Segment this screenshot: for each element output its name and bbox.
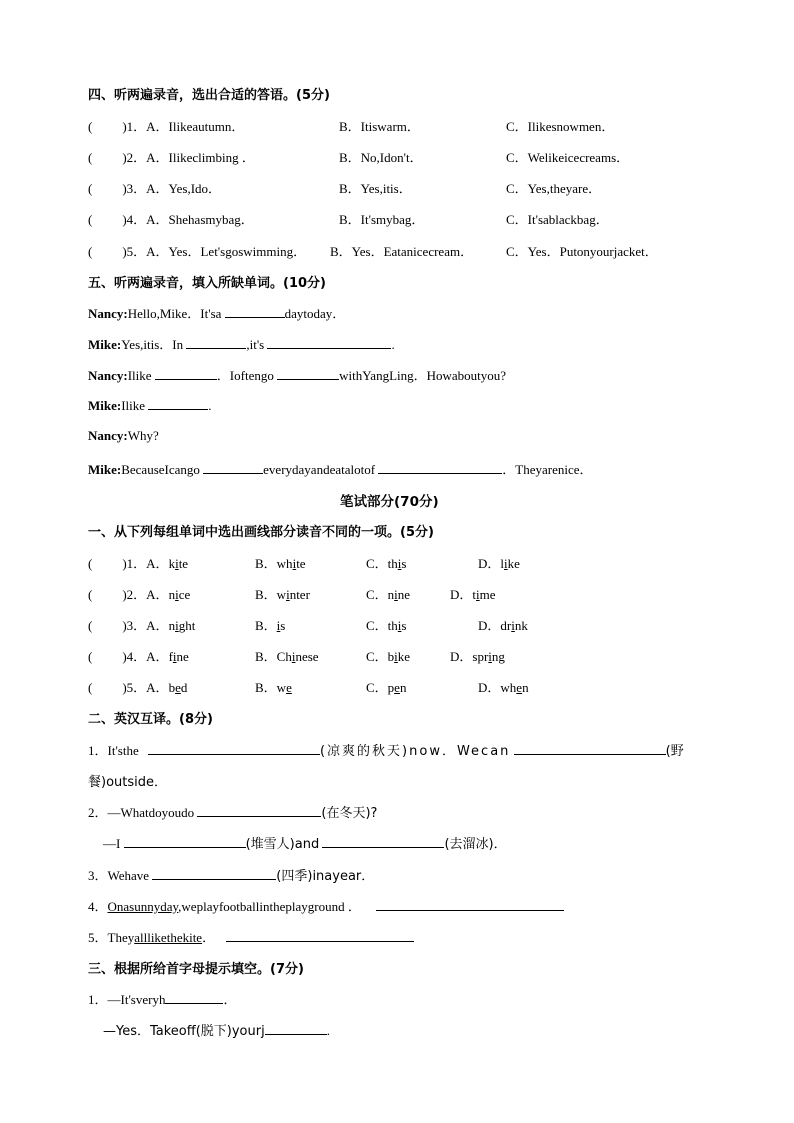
option-d: D．drink xyxy=(478,618,528,633)
option-b: B．Itiswarm． xyxy=(339,119,420,134)
option-d: D．time xyxy=(450,587,496,602)
option-c: C．Ilikesnowmen． xyxy=(506,119,615,134)
answer-blank[interactable] xyxy=(197,804,321,817)
question-line: 2．—Whatdoyoudo (在冬天)? xyxy=(88,805,378,821)
dialogue-line: Nancy:Hello,Mike．It'sa daytoday． xyxy=(88,306,346,321)
option-c: C．Yes,theyare． xyxy=(506,181,602,196)
dialogue-line: Mike:Yes,itis．In ,it's . xyxy=(88,337,395,352)
answer-blank[interactable] xyxy=(124,835,246,848)
dialogue-line: Nancy:Ilike ．Ioftengo withYangLing．Howaboutyou? xyxy=(88,368,507,383)
list-item: ( )4．A．fine xyxy=(88,649,189,664)
option-b: B．Chinese xyxy=(255,649,319,664)
answer-blank[interactable] xyxy=(322,835,444,848)
list-item: ( )3．A．night xyxy=(88,618,196,633)
answer-blank[interactable] xyxy=(226,929,414,942)
option-c: C．this xyxy=(366,618,407,633)
question-line: —Yes．Takeoff(脱下)yourj . xyxy=(103,1023,330,1039)
option-d: D．when xyxy=(478,680,529,695)
option-c: C．this xyxy=(366,556,407,571)
answer-blank[interactable] xyxy=(514,742,666,755)
answer-blank[interactable] xyxy=(376,898,564,911)
option-d: D．like xyxy=(478,556,520,571)
option-b: B．we xyxy=(255,680,292,695)
part3-title: 三、根据所给首字母提示填空。(7分) xyxy=(88,962,304,977)
answer-blank[interactable] xyxy=(265,1022,327,1035)
dialogue-line: Mike:Ilike . xyxy=(88,398,212,413)
list-item: ( )3．A．Yes,Ido． xyxy=(88,181,222,196)
question-line: 1．—It'sveryh ． xyxy=(88,992,237,1007)
option-c: C．bike xyxy=(366,649,411,664)
option-b: B．It'smybag． xyxy=(339,212,425,227)
answer-blank[interactable] xyxy=(155,367,217,380)
option-c: C．nine xyxy=(366,587,411,602)
option-c: C．It'sablackbag． xyxy=(506,212,609,227)
question-line: 4．Onasunnyday,weplayfootballintheplayground ． xyxy=(88,896,564,915)
option-b: B．Yes．Eatanicecream． xyxy=(330,244,474,259)
list-item: ( )1．A．Ilikeautumn． xyxy=(88,119,245,134)
answer-blank[interactable] xyxy=(148,742,320,755)
question-line: 1．It'sthe (凉爽的秋天)now．Wecan (野 xyxy=(88,743,684,759)
answer-blank[interactable] xyxy=(203,461,263,474)
answer-blank[interactable] xyxy=(165,991,223,1004)
option-c: C．Yes．Putonyourjacket． xyxy=(506,244,658,259)
list-item: ( )2．A．nice xyxy=(88,587,191,602)
list-item: ( )2．A．Ilikeclimbing ． xyxy=(88,150,255,165)
list-item: ( )5．A．bed xyxy=(88,680,188,695)
answer-blank[interactable] xyxy=(267,336,391,349)
list-item: ( )4．A．Shehasmybag． xyxy=(88,212,254,227)
option-b: B．white xyxy=(255,556,306,571)
part2-title: 二、英汉互译。(8分) xyxy=(88,712,213,727)
option-d: D．spring xyxy=(450,649,505,664)
section4-title: 四、听两遍录音，选出合适的答语。(5分) xyxy=(88,88,330,103)
answer-blank[interactable] xyxy=(225,305,285,318)
list-item: ( )5．A．Yes．Let'sgoswimming． xyxy=(88,244,307,259)
dialogue-line: Mike:BecauseIcango everydayandeatalotof ．Theyarenice． xyxy=(88,462,593,477)
option-c: C．pen xyxy=(366,680,407,695)
answer-blank[interactable] xyxy=(186,336,246,349)
question-line: 3．Wehave (四季)inayear． xyxy=(88,868,375,884)
option-b: B．winter xyxy=(255,587,310,602)
question-line: —I (堆雪人)and (去溜冰)． xyxy=(103,836,507,852)
answer-blank[interactable] xyxy=(378,461,502,474)
answer-blank[interactable] xyxy=(148,397,208,410)
answer-blank[interactable] xyxy=(152,867,276,880)
option-b: B．Yes,itis． xyxy=(339,181,412,196)
section5-title: 五、听两遍录音，填入所缺单词。(10分) xyxy=(88,276,326,291)
written-part-heading: 笔试部分(70分) xyxy=(340,494,439,510)
dialogue-line: Nancy:Why? xyxy=(88,428,159,443)
answer-blank[interactable] xyxy=(277,367,339,380)
question-line: 5．Theyalllikethekite． xyxy=(88,927,414,946)
option-c: C．Welikeicecreams． xyxy=(506,150,630,165)
option-b: B．is xyxy=(255,618,286,633)
option-b: B．No,Idon't． xyxy=(339,150,423,165)
question-line-cont: 餐)outside． xyxy=(88,775,167,790)
list-item: ( )1．A．kite xyxy=(88,556,189,571)
part1-title: 一、从下列每组单词中选出画线部分读音不同的一项。(5分) xyxy=(88,525,434,540)
